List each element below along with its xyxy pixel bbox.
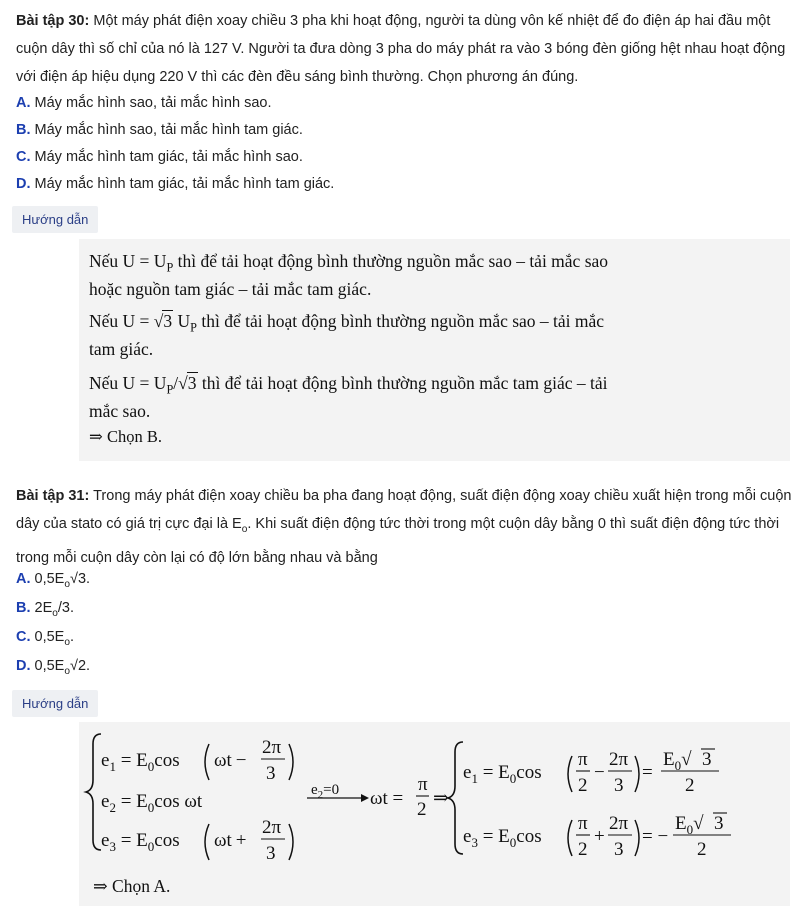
q31-option-b[interactable]: B. $2E_o/3$. [16, 600, 75, 619]
q31-text-b: . Khi suất điện động tức thời trong một cuộn dây bằng 0 thì suất điện động tức thời trong mỗi cuộn dây còn lại có độ lớn bằng nhau và bằng [16, 516, 780, 566]
svg-text:⇒: ⇒ [433, 788, 449, 809]
q31-solution-box [79, 722, 790, 906]
option-letter: D. [16, 176, 31, 192]
sol-line: hoặc nguồn tam giác – tải mắc tam giác. [89, 279, 372, 299]
q30-solution-box [79, 239, 790, 461]
sol-line: mắc sao. [89, 401, 151, 421]
option-letter: B. [16, 600, 31, 616]
eq-e1-left [101, 737, 293, 784]
option-letter: C. [16, 629, 31, 645]
sol-answer: ⇒ Chọn B. [89, 427, 162, 446]
svg-text:e2 = E0cos ωt: $e_2 = E_0\cos$ ωt [101, 791, 203, 815]
svg-text:3: 3 [266, 843, 276, 864]
sqrt-symbol: √3 [178, 373, 197, 393]
eq-e3-left [101, 817, 293, 864]
q31-question [16, 482, 792, 572]
q30-option-a[interactable] [16, 92, 271, 114]
svg-text:e2=0: $e_2=0$ [311, 782, 340, 801]
option-letter: A. [16, 95, 31, 111]
q30-option-d[interactable] [16, 173, 334, 195]
svg-text:3: 3 [266, 763, 276, 784]
right-brace [448, 742, 463, 854]
svg-text:E0√: $E_0√$ [675, 813, 704, 837]
svg-text:π: π [418, 774, 428, 795]
svg-text:= −: = − [642, 826, 669, 847]
paren [289, 824, 293, 860]
svg-text:−: − [594, 762, 605, 783]
option-text: Máy mắc hình tam giác, tải mắc hình sao. [30, 149, 303, 165]
q30-title: Bài tập 30: [16, 13, 90, 29]
svg-text:3: 3 [702, 749, 712, 770]
paren [289, 744, 293, 780]
svg-text:2π: 2π [609, 749, 629, 770]
option-letter: C. [16, 149, 31, 165]
q30-option-b[interactable] [16, 119, 303, 141]
q31-equations-figure [79, 722, 790, 906]
svg-text:3: 3 [614, 839, 624, 860]
arrow-e2-zero [307, 782, 369, 802]
q31-title: Bài tập 31: [16, 488, 90, 504]
svg-text:2: 2 [578, 775, 588, 796]
q31-answer: ⇒ Chọn A. [93, 876, 171, 896]
svg-text:e3 = E0cos: $e_3 = E_0\cos$ [463, 826, 542, 850]
q31-text-sub: o [241, 523, 248, 535]
svg-text:e1 = E0cos: $e_1 = E_0\cos$ [101, 750, 180, 774]
option-letter: D. [16, 658, 31, 674]
q30-question [16, 7, 792, 91]
eq-e3-right [463, 813, 731, 860]
q31-guide-button[interactable]: Hướng dẫn [12, 690, 98, 717]
svg-text:e1 = E0cos: $e_1 = E_0\cos$ [463, 762, 542, 786]
q30-text: Một máy phát điện xoay chiều 3 pha khi hoạt động, người ta dùng vôn kế nhiệt để đo điện áp hai đầu một cuộn dây thì số chỉ của nó là 127 V. Người ta đưa dòng 3 pha do máy phát ra vào 3 bóng đèn giống hệt nhau hoạt động với điện áp hiệu dụng 220 V thì các đèn đều sáng bình thường. Chọn phương án đúng. [16, 13, 786, 85]
q30-guide-button[interactable]: Hướng dẫn [12, 206, 98, 233]
svg-text:2: 2 [697, 839, 707, 860]
q31-option-d[interactable]: D. $0,5E_o√2$. [16, 658, 91, 677]
svg-text:ωt−: ωt − [214, 750, 247, 771]
svg-text:3: 3 [614, 775, 624, 796]
svg-text:ωt =: ωt = [370, 788, 404, 809]
paren [205, 744, 209, 780]
sol-line: tam giác. [89, 339, 154, 359]
svg-text:2: 2 [685, 775, 695, 796]
sol-line: Nếu U = √3 $U_P$ thì để tải hoạt động bình thường nguồn mắc sao – tải mắc [89, 311, 605, 335]
q31-option-c[interactable]: C. $0,5E_o$. [16, 629, 75, 648]
option-text: Máy mắc hình sao, tải mắc hình sao. [30, 95, 272, 111]
svg-text:3: 3 [714, 813, 724, 834]
eq-e2-left [101, 791, 203, 815]
sqrt-symbol: √3 [153, 311, 173, 331]
sol-line: Nếu $U = U_P$ thì để tải hoạt động bình thường nguồn mắc sao – tải mắc sao [89, 251, 609, 275]
option-letter: A. [16, 571, 31, 587]
svg-text:2: 2 [417, 799, 427, 820]
left-brace [86, 734, 101, 850]
sol-line: Nếu $U = U_P/√3$ thì để tải hoạt động bình thường nguồn mắc tam giác – tải [89, 373, 608, 397]
option-text: Máy mắc hình sao, tải mắc hình tam giác. [30, 122, 303, 138]
svg-text:2: 2 [578, 839, 588, 860]
svg-text:+: + [594, 826, 605, 847]
svg-text:π: π [578, 749, 588, 770]
svg-text:=: = [642, 762, 653, 783]
eq-e1-right [463, 749, 719, 796]
option-text: Máy mắc hình tam giác, tải mắc hình tam giác. [30, 176, 335, 192]
q31-text-a: Trong máy phát điện xoay chiều ba pha đang hoạt động, suất điện động xoay chiều xuất hiện trong mỗi cuộn dây của stato có giá trị cực đại là E [16, 488, 792, 532]
option-letter: B. [16, 122, 31, 138]
svg-text:e3 = E0cos: $e_3 = E_0\cos$ [101, 830, 180, 854]
q30-option-c[interactable] [16, 146, 303, 168]
svg-text:2π: 2π [262, 737, 282, 758]
q31-option-a[interactable]: A. $0,5E_o√3$. [16, 571, 91, 590]
svg-text:ωt+: ωt + [214, 830, 247, 851]
svg-text:2π: 2π [609, 813, 629, 834]
svg-text:π: π [578, 813, 588, 834]
paren [205, 824, 209, 860]
svg-text:2π: 2π [262, 817, 282, 838]
eq-wt-pi-half [370, 774, 449, 820]
svg-text:E0√: $E_0√$ [663, 749, 692, 773]
